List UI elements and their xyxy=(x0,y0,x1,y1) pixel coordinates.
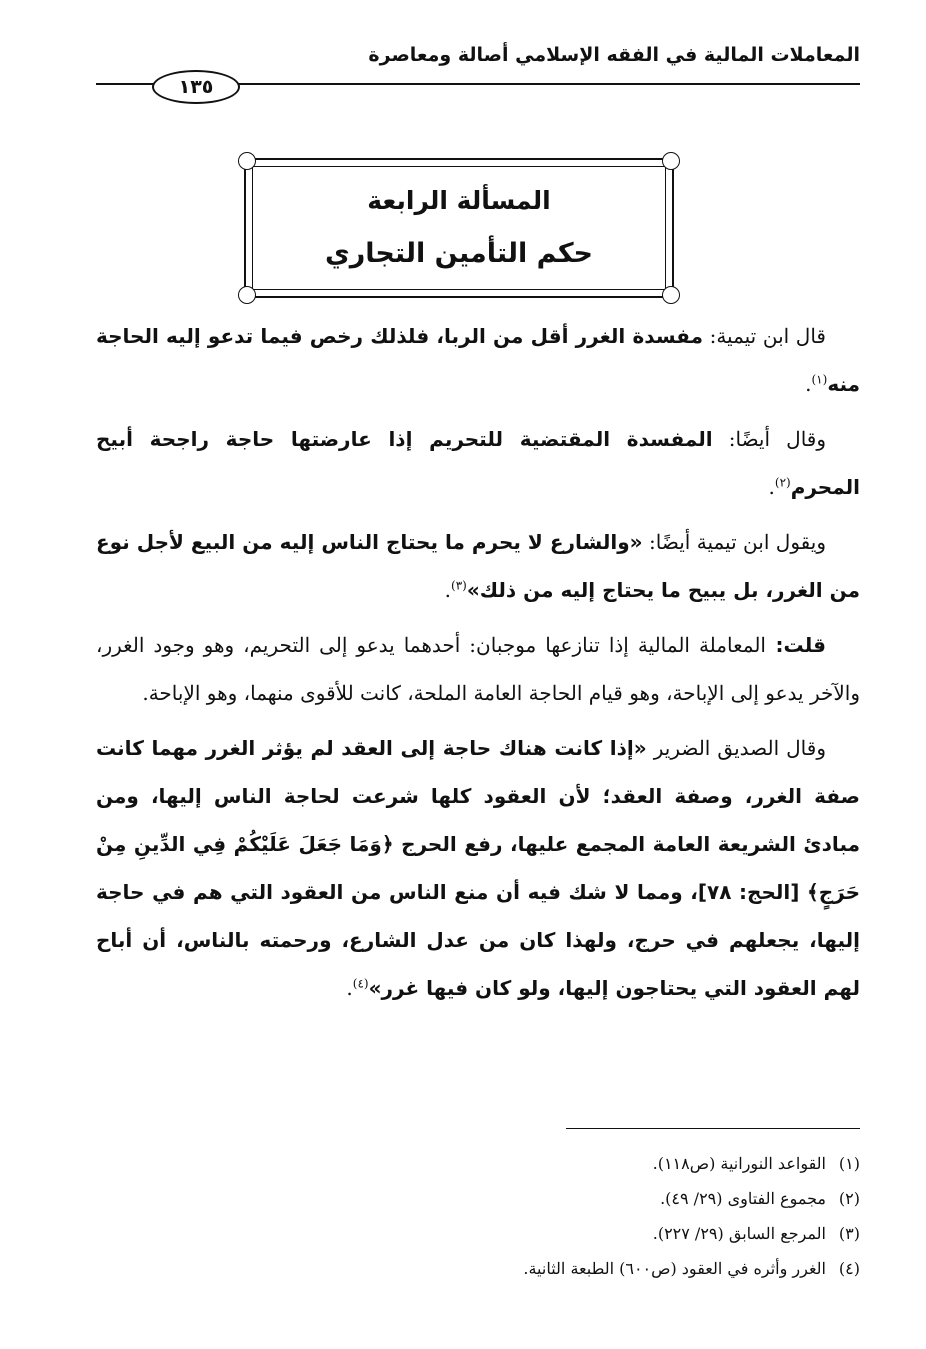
paragraph-text: «إذا كانت هناك حاجة إلى العقد لم يؤثر الغرر مهما كانت صفة الغرر، وصفة العقد؛ لأن العقود كلها شرعت لحاجة الناس إليها، ومن مبادئ الشريعة العامة المجمع عليها، رفع الحرج ﴿وَمَا جَعَلَ عَلَيْكُمْ فِي الدِّينِ مِنْ حَرَجٍ﴾ [الحج: ٧٨]، ومما لا شك فيه أن منع الناس من العقود التي هم في حاجة إليها، يجعلهم في حرج، ولهذا كان من عدل الشارع، ورحمته بالناس، أن أباح لهم العقود التي يحتاجون إليها، ولو كان فيها غرر» xyxy=(96,736,860,1000)
footnote-item xyxy=(96,1181,860,1216)
footnote-ref[interactable]: (٢) xyxy=(774,475,791,490)
paragraph xyxy=(96,518,860,614)
frame-corner-ornament xyxy=(238,152,256,170)
paragraph xyxy=(96,621,860,717)
paragraph-end: . xyxy=(805,372,812,396)
footnote-text: المرجع السابق (٢٩/ ٢٢٧). xyxy=(652,1224,826,1243)
running-header-title: المعاملات المالية في الفقه الإسلامي أصالة ومعاصرة xyxy=(368,44,860,66)
paragraph-lead: قال ابن تيمية: xyxy=(702,324,826,348)
paragraph-lead: وقال أيضًا: xyxy=(712,427,827,451)
section-title-inner-frame xyxy=(252,166,666,290)
footnote-ref[interactable]: (٣) xyxy=(451,578,467,593)
footnote-text: الغرر وأثره في العقود (ص٦٠٠) الطبعة الثانية. xyxy=(523,1259,826,1278)
paragraph-lead: وقال الصديق الضرير xyxy=(646,736,826,760)
footnote-separator xyxy=(566,1128,860,1129)
footnote-item xyxy=(96,1251,860,1286)
footnote-ref[interactable]: (١) xyxy=(811,372,828,387)
paragraph-text: «والشارع لا يحرم ما يحتاج الناس إليه من البيع لأجل نوع من الغرر، بل يبيح ما يحتاج إليه من ذلك» xyxy=(96,530,860,602)
paragraph-text: مفسدة الغرر أقل من الربا، فلذلك رخص فيما تدعو إليه الحاجة منه xyxy=(96,324,860,396)
section-title-heading: حكم التأمين التجاري xyxy=(324,238,594,269)
footnote-number: (٣) xyxy=(838,1224,860,1243)
footnote-item xyxy=(96,1146,860,1181)
section-title-frame xyxy=(244,158,674,298)
body-text xyxy=(96,312,860,1019)
paragraph-text: المفسدة المقتضية للتحريم إذا عارضتها حاجة راجحة أبيح المحرم xyxy=(96,427,860,499)
paragraph-end: . xyxy=(346,976,353,1000)
paragraph xyxy=(96,724,860,1012)
paragraph-lead: قلت: xyxy=(765,633,826,657)
frame-corner-ornament xyxy=(662,286,680,304)
footnote-ref[interactable]: (٤) xyxy=(352,976,369,991)
footnote-text: مجموع الفتاوى (٢٩/ ٤٩). xyxy=(660,1189,826,1208)
section-number-heading: المسألة الرابعة xyxy=(367,186,551,215)
footnote-number: (١) xyxy=(838,1154,860,1173)
frame-corner-ornament xyxy=(238,286,256,304)
footnotes xyxy=(96,1146,860,1286)
page-number-badge xyxy=(152,70,240,104)
paragraph-end: . xyxy=(444,578,451,602)
paragraph xyxy=(96,312,860,408)
footnote-number: (٢) xyxy=(838,1189,860,1208)
paragraph-lead: ويقول ابن تيمية أيضًا: xyxy=(642,530,827,554)
paragraph-text: المعاملة المالية إذا تنازعها موجبان: أحدهما يدعو إلى التحريم، وهو وجود الغرر، والآخر يدعو إلى الإباحة، وهو قيام الحاجة العامة الملحة، كانت للأقوى منهما، وهو الإباحة. xyxy=(96,633,860,705)
paragraph xyxy=(96,415,860,511)
footnote-text: القواعد النورانية (ص١١٨). xyxy=(652,1154,826,1173)
paragraph-end: . xyxy=(768,475,775,499)
page-number: ١٣٥ xyxy=(178,76,214,98)
footnote-item xyxy=(96,1216,860,1251)
frame-corner-ornament xyxy=(662,152,680,170)
footnote-number: (٤) xyxy=(838,1259,860,1278)
